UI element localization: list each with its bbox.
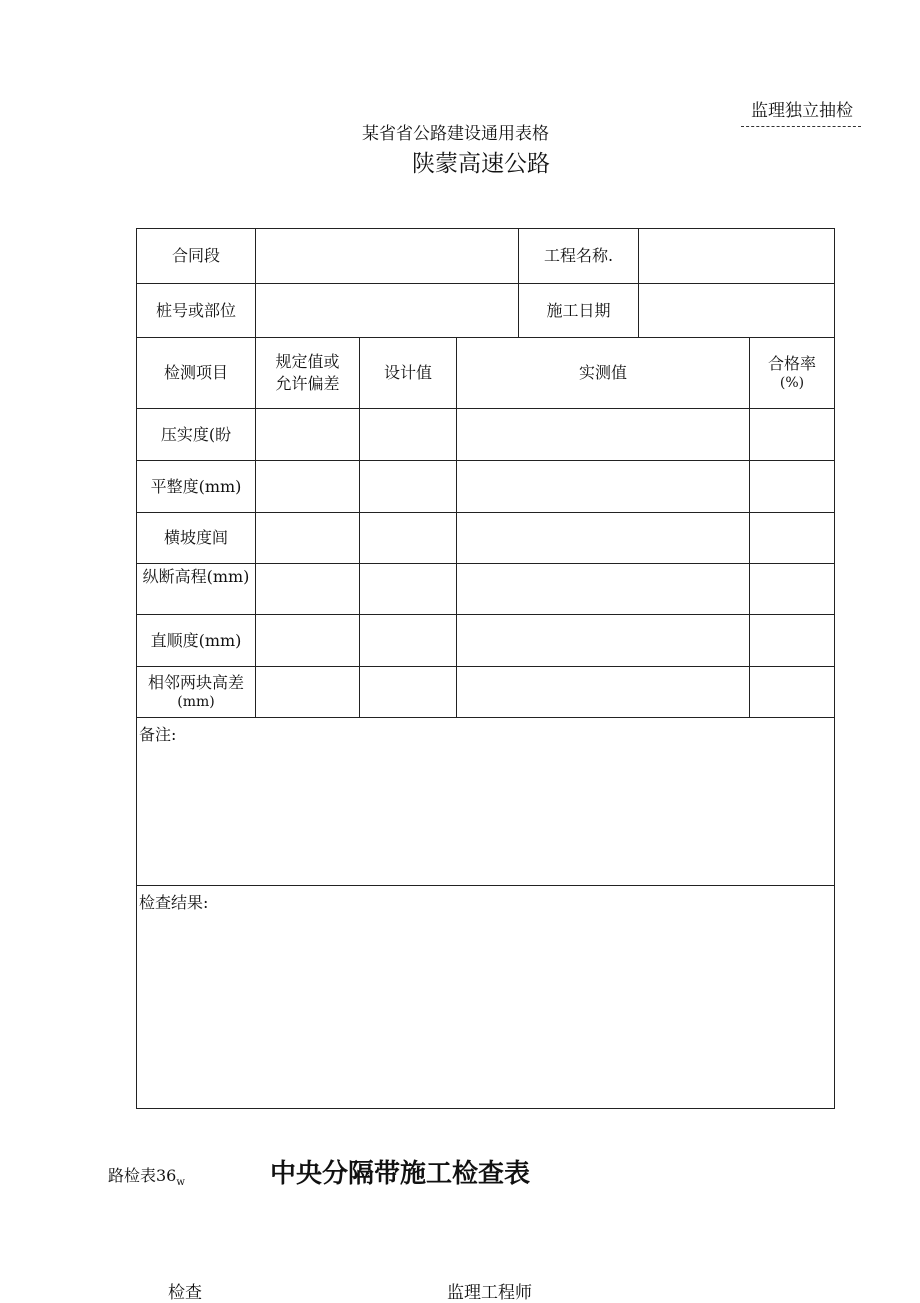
form-title: 中央分隔带施工检查表 bbox=[270, 1159, 531, 1189]
measured-cell[interactable] bbox=[457, 409, 750, 461]
inspection-result-label: 检查结果: bbox=[139, 893, 209, 912]
design-cell[interactable] bbox=[360, 513, 457, 564]
form-code: 路检表$36_w$ bbox=[108, 1166, 185, 1189]
measured-cell[interactable] bbox=[457, 615, 750, 667]
table-row bbox=[137, 409, 835, 461]
spec-cell[interactable] bbox=[256, 513, 360, 564]
table-row bbox=[137, 667, 835, 718]
item-name: 相邻两块高差 (mm) bbox=[137, 667, 256, 718]
spec-cell[interactable] bbox=[256, 615, 360, 667]
measured-cell[interactable] bbox=[457, 564, 750, 615]
rate-cell[interactable] bbox=[750, 461, 835, 513]
item-name: 横坡度闾 bbox=[137, 513, 256, 564]
spec-value-header: 规定值或 允许偏差 bbox=[256, 338, 360, 409]
design-value-header: 设计值 bbox=[360, 338, 457, 409]
project-name-label: 工程名称. bbox=[519, 229, 639, 284]
spec-cell[interactable] bbox=[256, 667, 360, 718]
supervising-engineer-label: 监理工程师 bbox=[447, 1283, 532, 1303]
design-cell[interactable] bbox=[360, 461, 457, 513]
dashed-underline bbox=[741, 126, 861, 127]
result-row bbox=[137, 886, 835, 1109]
table-row bbox=[137, 564, 835, 615]
design-cell[interactable] bbox=[360, 667, 457, 718]
item-name: 平整度(mm) bbox=[137, 461, 256, 513]
pass-rate-header: 合格率 (%) bbox=[750, 338, 835, 409]
inspector-signature-label: 检查 bbox=[168, 1283, 202, 1303]
inspection-item-header: 检测项目 bbox=[137, 338, 256, 409]
inspection-form-table bbox=[136, 228, 835, 1109]
rate-cell[interactable] bbox=[750, 615, 835, 667]
rate-cell[interactable] bbox=[750, 513, 835, 564]
rate-cell[interactable] bbox=[750, 564, 835, 615]
design-cell[interactable] bbox=[360, 564, 457, 615]
design-cell[interactable] bbox=[360, 409, 457, 461]
table-row bbox=[137, 461, 835, 513]
contract-section-label: 合同段 bbox=[137, 229, 256, 284]
spec-cell[interactable] bbox=[256, 461, 360, 513]
table-row bbox=[137, 615, 835, 667]
measured-cell[interactable] bbox=[457, 513, 750, 564]
measured-cell[interactable] bbox=[457, 461, 750, 513]
independent-inspection-label: 监理独立抽检 bbox=[751, 101, 853, 121]
general-form-title: 某省省公路建设通用表格 bbox=[362, 124, 549, 144]
construction-date-field[interactable] bbox=[639, 284, 835, 338]
spec-cell[interactable] bbox=[256, 564, 360, 615]
contract-row bbox=[137, 229, 835, 284]
rate-cell[interactable] bbox=[750, 409, 835, 461]
item-name: 直顺度(mm) bbox=[137, 615, 256, 667]
column-header-row bbox=[137, 338, 835, 409]
station-label: 桩号或部位 bbox=[137, 284, 256, 338]
measured-value-header: 实测值 bbox=[457, 338, 750, 409]
item-name: 压实度(盼 bbox=[137, 409, 256, 461]
design-cell[interactable] bbox=[360, 615, 457, 667]
project-name-field[interactable] bbox=[639, 229, 835, 284]
remarks-row bbox=[137, 718, 835, 886]
station-row bbox=[137, 284, 835, 338]
measured-cell[interactable] bbox=[457, 667, 750, 718]
construction-date-label: 施工日期 bbox=[519, 284, 639, 338]
inspection-result-field[interactable] bbox=[137, 886, 835, 1109]
item-name: 纵断高程(mm) bbox=[137, 564, 256, 615]
table-row bbox=[137, 513, 835, 564]
remarks-field[interactable] bbox=[137, 718, 835, 886]
rate-cell[interactable] bbox=[750, 667, 835, 718]
spec-cell[interactable] bbox=[256, 409, 360, 461]
station-field[interactable] bbox=[256, 284, 519, 338]
highway-name: 陕蒙高速公路 bbox=[412, 151, 550, 177]
remarks-label: 备注: bbox=[139, 725, 177, 744]
contract-section-field[interactable] bbox=[256, 229, 519, 284]
